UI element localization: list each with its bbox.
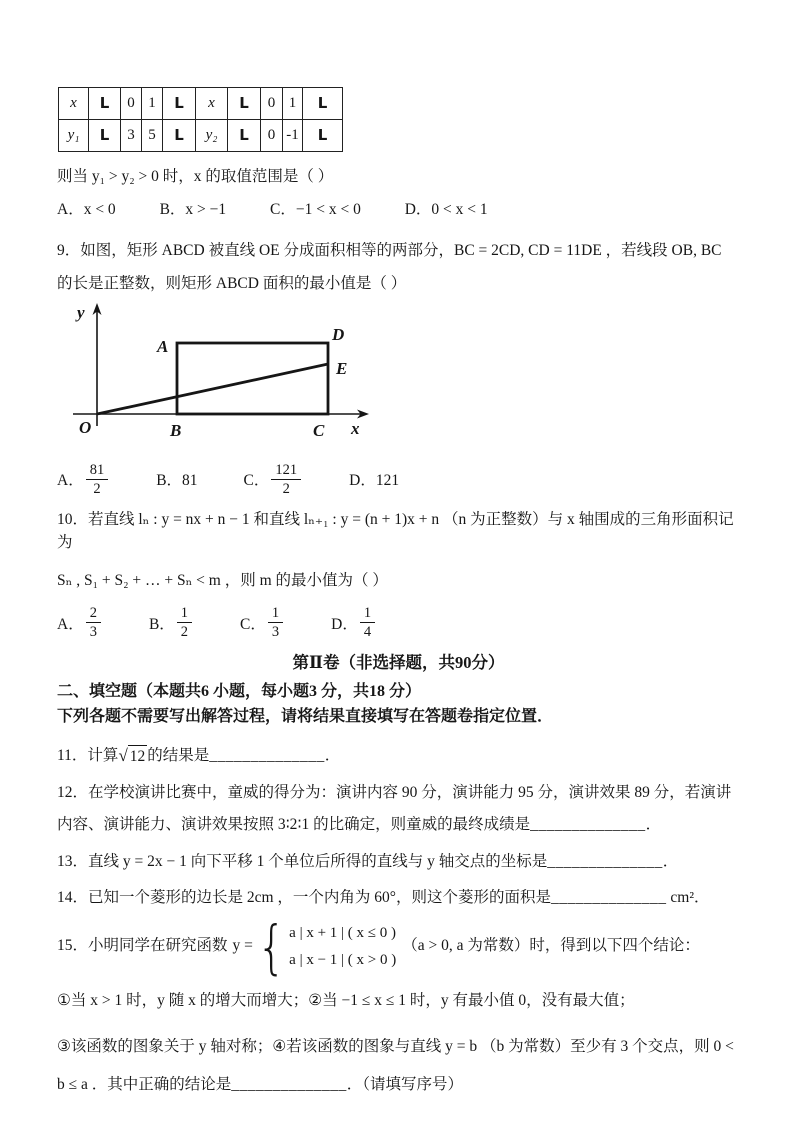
answer-blank: ______________	[231, 1076, 347, 1094]
q15-suffix2: ．（请填写序号）	[346, 1076, 464, 1094]
q11-prefix: 11．计算	[57, 747, 119, 765]
q10-stem-line1: 10．若直线 lₙ : y = nx + n − 1 和直线 lₙ₊₁ : y = (n + 1)x + n （n 为正整数）与 x 轴围成的三角形面积记为	[57, 511, 734, 551]
table-row-x	[59, 88, 343, 120]
q15-conclusions-34	[57, 1028, 740, 1104]
q9-option-a: A． $\frac{81}{2}$	[57, 464, 110, 499]
q8-stem: 则当 y₁ > y₂ > 0 时，x 的取值范围是（ ）	[57, 168, 334, 185]
table-cell: y₂	[196, 120, 228, 152]
table-cell: 1	[142, 88, 163, 120]
table-cell: 0	[261, 120, 283, 152]
table-cell: 5	[142, 120, 163, 152]
q8-option-b: B．x > −1	[159, 201, 227, 219]
q15-conclusions-12: ①当 x > 1 时，y 随 x 的增大而增大；②当 −1 ≤ x ≤ 1 时，y 有最小值 0，没有最大值；	[57, 991, 635, 1009]
q10-option-c: C． $\frac{1}{3}$	[240, 607, 285, 642]
q10-option-d: D． $\frac{1}{4}$	[331, 607, 377, 642]
table-cell: L	[303, 120, 343, 152]
q8-option-a: A．x < 0	[57, 201, 116, 219]
q14-unit: cm²	[670, 889, 694, 907]
q15-conclusion34-stem: ③该函数的图象关于 y 轴对称；④若该函数的图象与直线 y = b （b 为常数）至少有 3 个交点，则 0 < b ≤ a ．其中正确的结论是	[57, 1038, 734, 1094]
table-cell: L	[89, 120, 121, 152]
answer-blank: ______________	[530, 815, 646, 833]
fill-in-instruction: 下列各题不需要写出解答过程，请将结果直接填写在答题卷指定位置．	[57, 707, 554, 725]
brace-icon: {	[256, 912, 287, 981]
q8-option-d: D．0 < x < 1	[404, 201, 488, 219]
q8-option-c: C．−1 < x < 0	[270, 201, 361, 219]
q13-period: ．	[662, 852, 679, 870]
table-cell: L	[163, 120, 196, 152]
table-cell: y₁	[59, 120, 89, 152]
q8-options	[57, 199, 740, 221]
q15-piece2: a | x − 1 | ( x > 0 )	[289, 951, 397, 968]
label-e: E	[336, 358, 348, 378]
answer-blank: ______________	[209, 747, 325, 765]
q15-piecewise	[256, 912, 397, 981]
q14-line	[57, 887, 740, 909]
table-cell: L	[163, 88, 196, 120]
table-cell: x	[196, 88, 228, 120]
q15-suffix: （a > 0, a 为常数）时，得到以下四个结论：	[402, 937, 700, 955]
q9-figure	[57, 302, 740, 451]
q11-radicand: 12	[128, 745, 148, 768]
value-table	[58, 87, 343, 152]
q14-stem: 14．已知一个菱形的边长是 2cm ，一个内角为 60°，则这个菱形的面积是	[57, 889, 552, 907]
q10-option-a: A． $\frac{2}{3}$	[57, 607, 103, 642]
table-cell: x	[59, 88, 89, 120]
table-cell: L	[228, 88, 261, 120]
table-cell: 0	[261, 88, 283, 120]
label-d: D	[332, 324, 345, 344]
sqrt-icon: √	[118, 746, 128, 766]
q15-prefix: 15．小明同学在研究函数	[57, 937, 228, 955]
label-y-axis: y	[77, 302, 85, 322]
table-cell: 3	[121, 120, 142, 152]
q9-option-c: C． $\frac{121}{2}$	[244, 464, 304, 499]
fill-in-header: 二、填空题（本题共6 小题，每小题3 分，共18 分）	[57, 682, 422, 700]
table-cell: L	[89, 88, 121, 120]
q11-period: ．	[324, 747, 341, 765]
label-b: B	[170, 420, 182, 440]
table-cell: L	[228, 120, 261, 152]
q12-period: ．	[645, 815, 662, 833]
table-cell: L	[303, 88, 343, 120]
q10-option-b: B． $\frac{1}{2}$	[149, 607, 194, 642]
q13-line	[57, 851, 740, 873]
q9-option-b: B． 81	[156, 472, 198, 490]
q12-stem: 12．在学校演讲比赛中，童威的得分为：演讲内容 90 分，演讲能力 95 分，演讲效果 89 分，若演讲内容、演讲能力、演讲效果按照 3∶2∶1 的比确定，则童威的最终成绩是	[57, 783, 732, 833]
table-cell: -1	[283, 120, 303, 152]
q13-stem: 13．直线 y = 2x − 1 向下平移 1 个单位后所得的直线与 y 轴交点的坐标是	[57, 852, 548, 870]
q15-lhs: y =	[232, 937, 253, 955]
table-row-y	[59, 120, 343, 152]
table-cell: 1	[283, 88, 303, 120]
answer-blank: ______________	[551, 889, 667, 907]
q12-line	[57, 777, 740, 841]
label-a: A	[157, 336, 169, 356]
q10-stem-line2: Sₙ , S₁ + S₂ + … + Sₙ < m ，则 m 的最小值为（ ）	[57, 572, 388, 590]
q11-line	[57, 744, 740, 769]
q14-period: ．	[693, 889, 710, 907]
q9-stem: 9．如图，矩形 ABCD 被直线 OE 分成面积相等的两部分，BC = 2CD, CD = 11DE ，若线段 OB, BC 的长是正整数，则矩形 ABCD 面积的最小值是（ ）	[57, 241, 722, 292]
label-x-axis: x	[351, 418, 360, 438]
q15-piece1: a | x + 1 | ( x ≤ 0 )	[289, 924, 397, 941]
q11-suffix: 的结果是	[147, 747, 210, 765]
rectangle-abcd	[177, 343, 328, 414]
q15-line	[57, 912, 740, 981]
label-c: C	[313, 420, 325, 440]
table-cell: 0	[121, 88, 142, 120]
label-origin: O	[79, 417, 92, 437]
q9-options	[57, 459, 740, 503]
q9-figure-svg	[57, 302, 392, 444]
section2-header: 第Ⅱ卷（非选择题，共90分）	[292, 652, 505, 672]
answer-blank: ______________	[547, 852, 663, 870]
q9-option-d: D． 121	[349, 472, 400, 490]
line-oe	[97, 364, 328, 414]
q10-options	[57, 603, 740, 647]
